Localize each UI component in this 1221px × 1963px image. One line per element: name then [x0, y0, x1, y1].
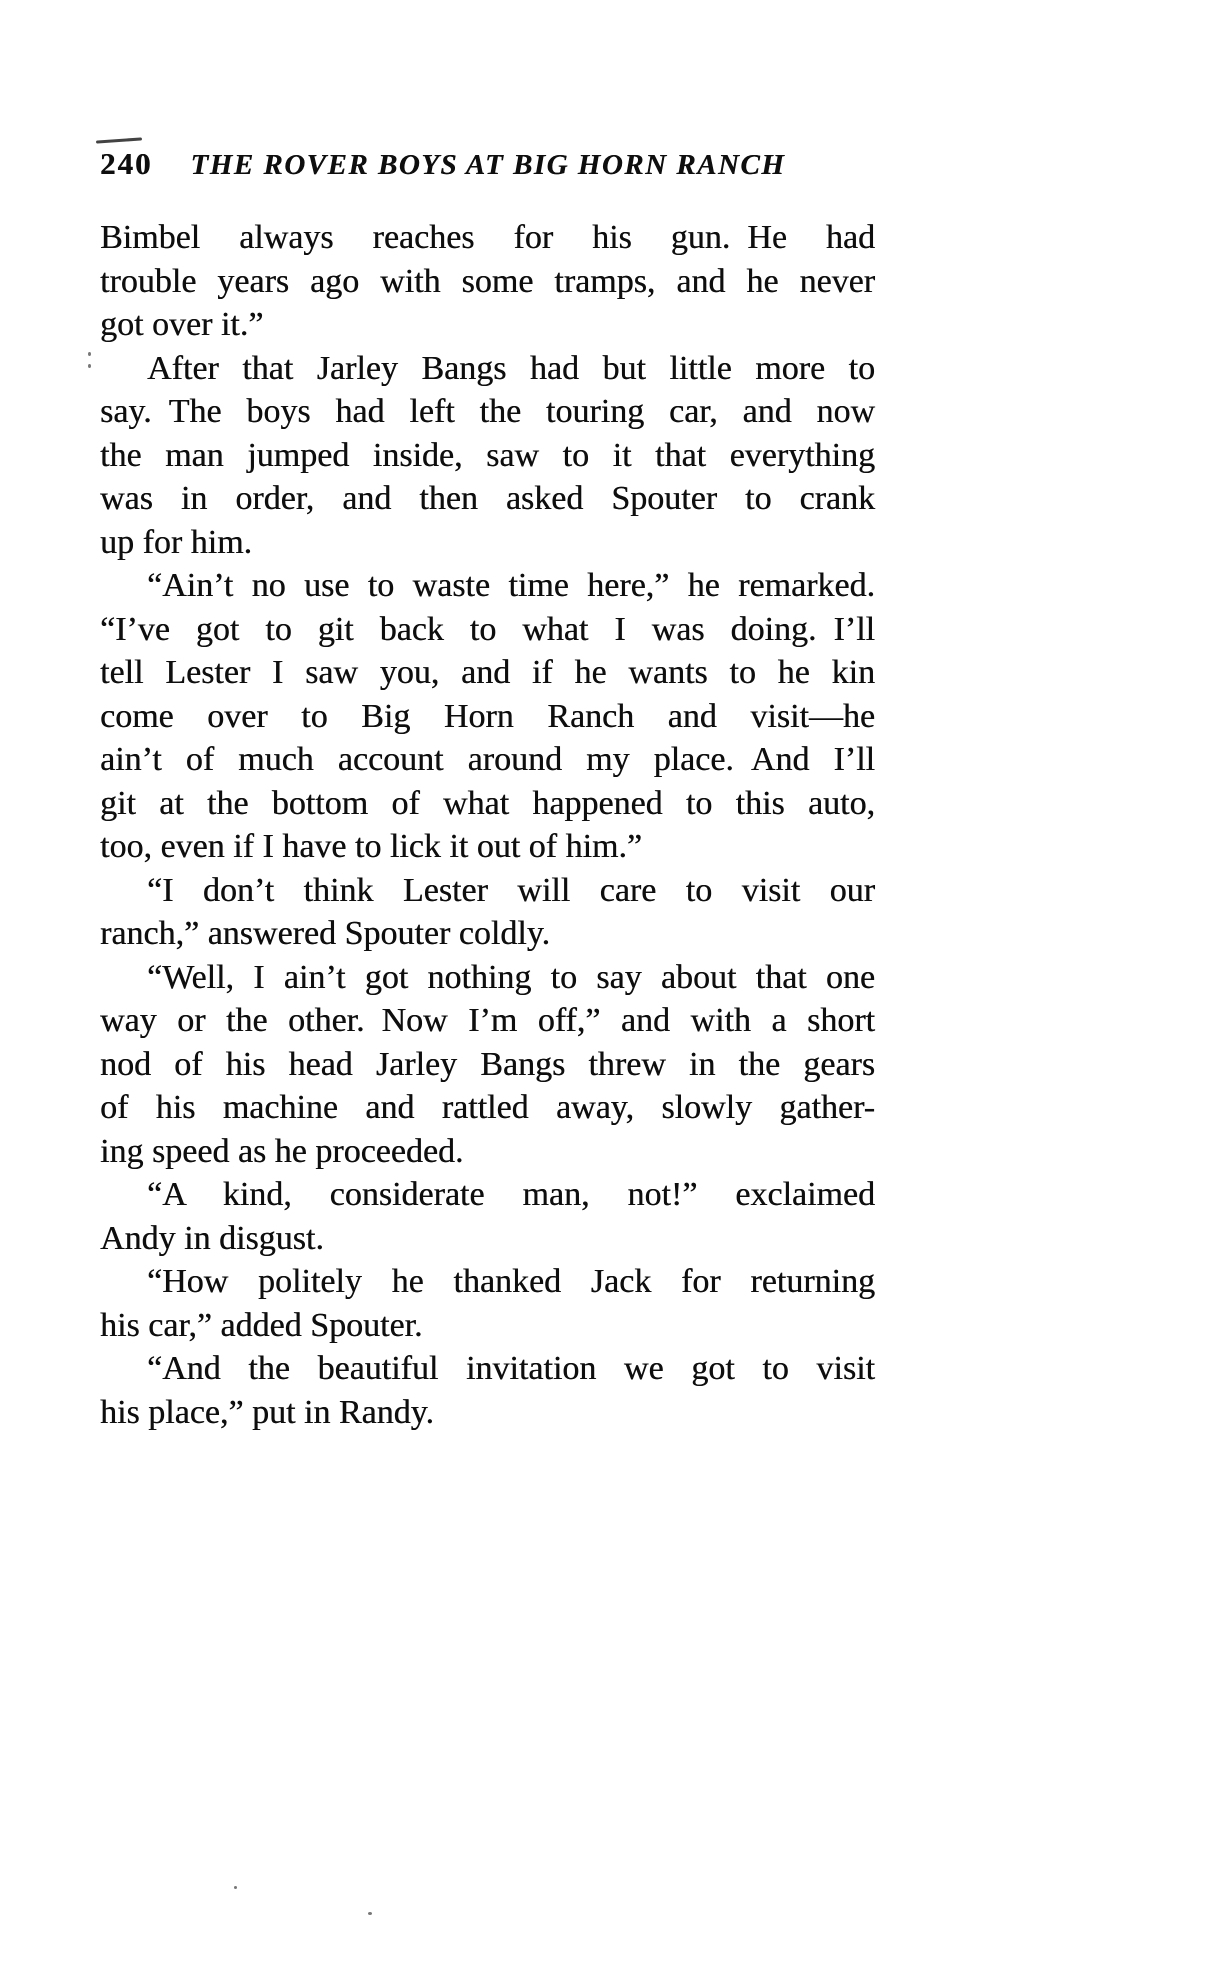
running-header-title: THE ROVER BOYS AT BIG HORN RANCH	[190, 149, 786, 181]
paragraph	[100, 347, 875, 565]
paragraph	[100, 1260, 875, 1347]
text-line: way or the other. Now I’m off,” and with a short	[100, 1002, 875, 1039]
text-line: After that Jarley Bangs had but little more to	[147, 349, 875, 387]
text-line: Andy in disgust.	[100, 1219, 324, 1257]
text-line: come over to Big Horn Ranch and visit—he	[100, 697, 875, 735]
text-line: “A kind, considerate man, not!” exclaimed	[147, 1176, 875, 1213]
text-line: his car,” added Spouter.	[100, 1306, 423, 1344]
text-line: was in order, and then asked Spouter to crank	[100, 480, 875, 517]
page-body-text	[100, 216, 875, 1434]
text-line: Bimbel always reaches for his gun. He had	[100, 219, 875, 256]
text-line: say. The boys had left the touring car, and now	[100, 393, 875, 430]
paragraph	[100, 564, 875, 869]
text-line: “And the beautiful invitation we got to visit	[147, 1350, 875, 1387]
text-line: got over it.”	[100, 306, 264, 343]
scan-speck	[88, 352, 91, 356]
text-line: trouble years ago with some tramps, and he never	[100, 262, 875, 300]
text-line: up for him.	[100, 523, 253, 561]
text-line: “I don’t think Lester will care to visit our	[147, 871, 875, 909]
text-line: the man jumped inside, saw to it that everything	[100, 436, 875, 474]
text-line: “How politely he thanked Jack for returning	[147, 1263, 875, 1300]
text-line: “I’ve got to git back to what I was doing. I’ll	[100, 610, 875, 648]
running-header	[100, 146, 880, 182]
text-line: his place,” put in Randy.	[100, 1393, 434, 1431]
text-line: ain’t of much account around my place. And I’ll	[100, 741, 875, 778]
scan-speck	[88, 364, 91, 368]
text-line: of his machine and rattled away, slowly gather-	[100, 1089, 875, 1126]
text-line: ranch,” answered Spouter coldly.	[100, 915, 551, 952]
scan-speck	[368, 1912, 372, 1915]
text-line: ing speed as he proceeded.	[100, 1132, 464, 1170]
scan-speck	[234, 1886, 237, 1889]
text-line: nod of his head Jarley Bangs threw in the gears	[100, 1045, 875, 1083]
paragraph	[100, 1347, 875, 1434]
paragraph	[100, 956, 875, 1174]
paragraph	[100, 869, 875, 956]
paragraph	[100, 216, 875, 347]
text-line: “Ain’t no use to waste time here,” he remarked.	[147, 567, 875, 604]
paragraph	[100, 1173, 875, 1260]
text-line: too, even if I have to lick it out of him.”	[100, 828, 642, 865]
text-line: git at the bottom of what happened to this auto,	[100, 784, 875, 822]
text-line: tell Lester I saw you, and if he wants to he kin	[100, 654, 875, 691]
page-number: 240	[100, 146, 153, 181]
scan-artifact	[96, 137, 142, 143]
text-line: “Well, I ain’t got nothing to say about that one	[147, 958, 875, 996]
